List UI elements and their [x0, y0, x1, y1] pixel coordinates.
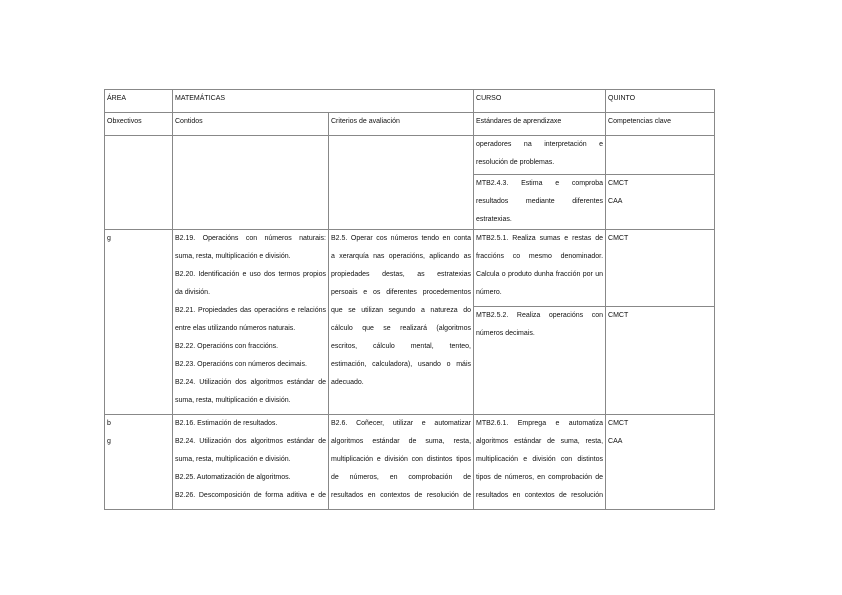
table-row — [105, 415, 715, 510]
criterios-cell — [329, 415, 474, 510]
text-line: suma, resta, multiplicación e división. — [175, 253, 291, 260]
text-line: suma, resta, multiplicación e división. — [175, 397, 291, 404]
estandar-cell — [474, 175, 606, 230]
text-line: persoais e os diferentes procedementos — [331, 289, 472, 296]
text-line: números decimais. — [476, 330, 535, 337]
text-line: estratexias. — [476, 216, 512, 223]
text-line: adecuado. — [331, 379, 364, 386]
estandar-cell — [474, 415, 606, 510]
text-line: B2.21. Propiedades das operacións e relacións — [175, 307, 326, 314]
obxectivos-cell — [105, 230, 173, 415]
area-value: MATEMÁTICAS — [173, 90, 474, 113]
competencias-cell — [606, 307, 715, 415]
text-line: g — [107, 438, 111, 445]
table-row — [105, 230, 715, 307]
table-row — [105, 136, 715, 175]
text-line: B2.20. Identificación e uso dos termos propios — [175, 271, 326, 278]
text-line: MTB2.5.1. Realiza sumas e restas de — [476, 235, 604, 242]
col-header-contidos: Contidos — [173, 113, 329, 136]
criterios-cell — [329, 230, 474, 415]
text-line: de números, en comprobación de — [331, 474, 472, 481]
curriculum-table — [104, 89, 715, 510]
text-line: B2.23. Operacións con números decimais. — [175, 361, 307, 368]
text-line: algoritmos estándar de suma, resta, — [331, 438, 472, 445]
text-line: da división. — [175, 289, 211, 296]
curso-value: QUINTO — [606, 90, 715, 113]
text-line: CMCT — [608, 235, 629, 242]
text-line: cálculo que se realizará (algoritmos — [331, 325, 472, 332]
col-header-competencias: Competencias clave — [606, 113, 715, 136]
competencias-cell — [606, 415, 715, 510]
text-line: g — [107, 235, 111, 242]
text-line: a xerarquía nas operacións, aplicando as — [331, 253, 472, 260]
header-row-area — [105, 90, 715, 113]
text-line: estimación, calculadora), usando o máis — [331, 361, 472, 368]
text-line: MTB2.4.3. Estima e comproba — [476, 180, 604, 187]
text-line: b — [107, 420, 111, 427]
competencias-cell — [606, 175, 715, 230]
text-line: resolución de problemas. — [476, 159, 555, 166]
text-line: CMCT — [608, 420, 629, 427]
text-line: fraccións co mesmo denominador. — [476, 253, 604, 260]
text-line: B2.24. Utilización dos algoritmos estándar de — [175, 379, 326, 386]
text-line: B2.19. Operacións con números naturais: — [175, 235, 326, 242]
curso-label: CURSO — [474, 90, 606, 113]
estandar-cell — [474, 136, 606, 175]
contidos-cell — [173, 230, 329, 415]
text-line: B2.5. Operar cos números tendo en conta — [331, 235, 472, 242]
text-line: escritos, cálculo mental, tenteo, — [331, 343, 472, 350]
text-line: operadores na interpretación e — [476, 141, 604, 148]
text-line: MTB2.6.1. Emprega e automatiza — [476, 420, 604, 427]
text-line: B2.16. Estimación de resultados. — [175, 420, 278, 427]
contidos-cell — [173, 136, 329, 230]
text-line: entre elas utilizando números naturais. — [175, 325, 296, 332]
contidos-cell — [173, 415, 329, 510]
col-header-criterios: Criterios de avaliación — [329, 113, 474, 136]
text-line: CMCT — [608, 180, 629, 187]
area-label: ÁREA — [105, 90, 173, 113]
obxectivos-cell — [105, 136, 173, 230]
text-line: suma, resta, multiplicación e división. — [175, 456, 291, 463]
text-line: CMCT — [608, 312, 629, 319]
obxectivos-cell — [105, 415, 173, 510]
text-line: CAA — [608, 438, 623, 445]
text-line: MTB2.5.2. Realiza operacións con — [476, 312, 604, 319]
text-line: B2.24. Utilización dos algoritmos estándar de — [175, 438, 326, 445]
text-line: algoritmos estándar de suma, resta, — [476, 438, 604, 445]
competencias-cell — [606, 230, 715, 307]
text-line: CAA — [608, 198, 623, 205]
text-line: propiedades destas, as estratexias — [331, 271, 472, 278]
text-line: tipos de números, en comprobación de — [476, 474, 604, 481]
text-line: B2.22. Operacións con fraccións. — [175, 343, 279, 350]
estandar-cell — [474, 230, 606, 307]
text-line: que se utilizan segundo a natureza do — [331, 307, 472, 314]
text-line: B2.25. Automatización de algoritmos. — [175, 474, 291, 481]
text-line: B2.26. Descomposición de forma aditiva e de — [175, 492, 326, 499]
text-line: resultados en contextos de resolución de — [331, 492, 472, 499]
estandar-cell — [474, 307, 606, 415]
text-line: B2.6. Coñecer, utilizar e automatizar — [331, 420, 472, 427]
text-line: multiplicación e división con distintos — [476, 456, 604, 463]
competencias-cell — [606, 136, 715, 175]
text-line: resultados en contextos de resolución — [476, 492, 604, 499]
criterios-cell — [329, 136, 474, 230]
header-row-columns — [105, 113, 715, 136]
col-header-obxectivos: Obxectivos — [105, 113, 173, 136]
text-line: resultados mediante diferentes — [476, 198, 604, 205]
text-line: multiplicación e división con distintos tipos — [331, 456, 472, 463]
text-line: Calcula o produto dunha fracción por un — [476, 271, 604, 278]
col-header-estandares: Estándares de aprendizaxe — [474, 113, 606, 136]
text-line: número. — [476, 289, 502, 296]
